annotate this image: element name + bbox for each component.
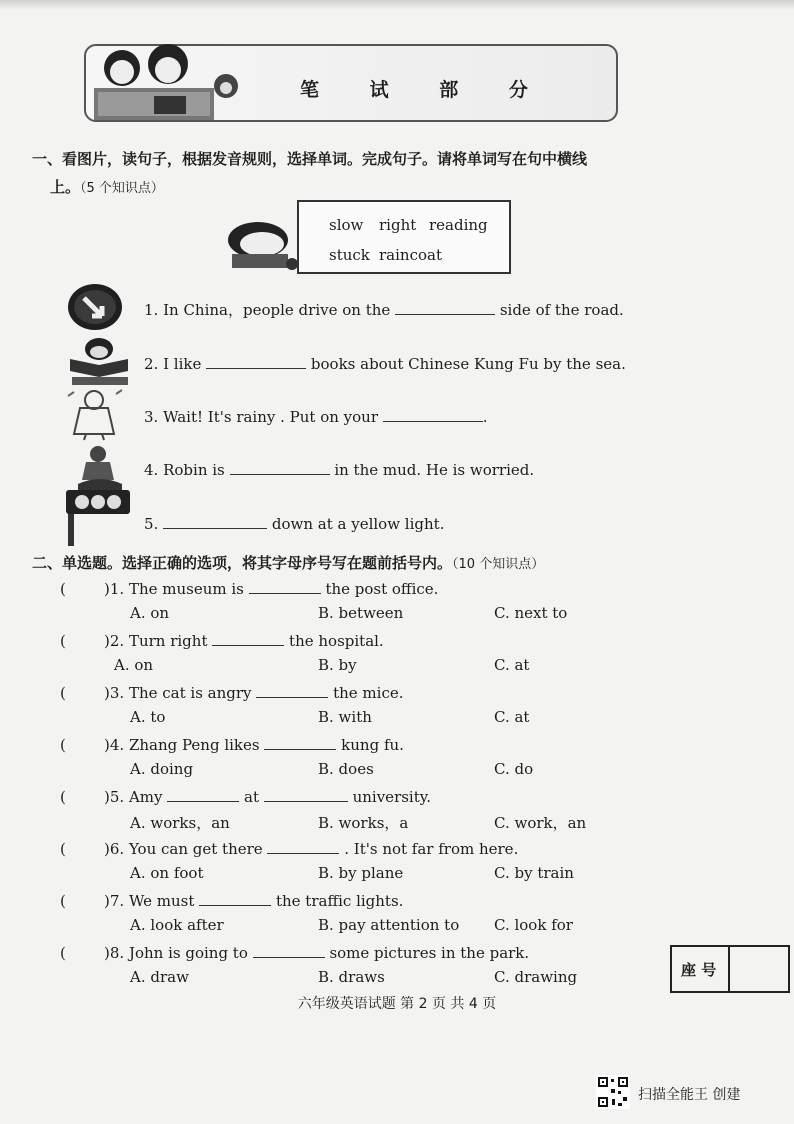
question-text: . It's not far from here. bbox=[344, 840, 519, 858]
answer-parenthesis[interactable]: ( bbox=[60, 632, 66, 650]
question-text: Robin is bbox=[163, 461, 225, 479]
choice-question bbox=[60, 838, 518, 858]
answer-option[interactable]: A. doing bbox=[130, 760, 194, 778]
answer-option[interactable]: A. draw bbox=[130, 968, 189, 986]
answer-option[interactable]: C. look for bbox=[494, 916, 573, 934]
answer-blank[interactable] bbox=[230, 459, 330, 475]
answer-blank[interactable] bbox=[199, 890, 271, 906]
question-text: some pictures in the park. bbox=[329, 944, 530, 962]
answer-blank[interactable] bbox=[212, 630, 284, 646]
book-reader-icon bbox=[66, 337, 132, 387]
answer-option[interactable]: C. at bbox=[494, 656, 530, 674]
scan-edge bbox=[0, 0, 794, 10]
word-bank-item: raincoat bbox=[379, 246, 442, 264]
question-number: )5. bbox=[104, 788, 125, 806]
answer-blank[interactable] bbox=[264, 786, 348, 802]
answer-parenthesis[interactable]: ( bbox=[60, 944, 66, 962]
answer-option[interactable]: B. does bbox=[318, 760, 374, 778]
answer-blank[interactable] bbox=[267, 838, 339, 854]
answer-option[interactable]: C. drawing bbox=[494, 968, 578, 986]
seat-number-box bbox=[670, 945, 790, 993]
section1-heading-cont bbox=[50, 176, 164, 197]
question-number: )1. bbox=[104, 580, 125, 598]
section1-heading: 一、看图片，读句子，根据发音规则，选择单词。完成句子。请将单词写在句中横线 bbox=[32, 150, 588, 168]
section1-note: （5 个知识点） bbox=[80, 181, 164, 196]
word-bank-item: slow bbox=[329, 216, 364, 234]
choice-question bbox=[60, 734, 404, 754]
answer-blank[interactable] bbox=[395, 299, 495, 315]
answer-option[interactable]: C. by train bbox=[494, 864, 574, 882]
fill-question bbox=[144, 299, 624, 320]
fill-question bbox=[144, 459, 534, 479]
question-text: The museum is bbox=[128, 580, 244, 598]
answer-blank[interactable] bbox=[383, 406, 483, 422]
question-text: at bbox=[244, 788, 260, 806]
answer-blank[interactable] bbox=[253, 942, 325, 958]
answer-option[interactable]: B. pay attention to bbox=[318, 916, 460, 934]
question-number: 3. bbox=[144, 408, 159, 426]
children-banner-icon bbox=[76, 40, 246, 124]
question-text: the traffic lights. bbox=[275, 892, 404, 910]
question-number: 2. bbox=[144, 355, 159, 373]
word-bank bbox=[297, 200, 511, 274]
section1-heading-end: 上。 bbox=[50, 178, 81, 196]
answer-parenthesis[interactable]: ( bbox=[60, 736, 66, 754]
word-bank-item: right bbox=[379, 216, 417, 234]
answer-parenthesis[interactable]: ( bbox=[60, 892, 66, 910]
scanner-watermark: 扫描全能王 创建 bbox=[638, 1087, 741, 1103]
question-number: )3. bbox=[104, 684, 125, 702]
question-text: Zhang Peng likes bbox=[128, 736, 260, 754]
question-number: 1. bbox=[144, 301, 159, 319]
page-footer: 六年级英语试题 第 2 页 共 4 页 bbox=[297, 996, 497, 1012]
question-text: Wait! It's rainy . Put on your bbox=[163, 408, 379, 426]
question-text: You can get there bbox=[128, 840, 263, 858]
question-text: the post office. bbox=[325, 580, 439, 598]
question-number: )4. bbox=[104, 736, 125, 754]
raincoat-girl-icon bbox=[66, 388, 126, 442]
choice-question bbox=[60, 630, 384, 650]
answer-option[interactable]: A. on foot bbox=[130, 864, 204, 882]
question-number: )2. bbox=[104, 632, 125, 650]
answer-option[interactable]: B. works，a bbox=[318, 814, 409, 832]
word-bank-item: reading bbox=[429, 216, 488, 234]
question-text: Turn right bbox=[128, 632, 208, 650]
question-text: In China，people drive on the bbox=[163, 301, 391, 319]
choice-question bbox=[60, 786, 431, 806]
fill-question bbox=[144, 353, 626, 373]
answer-blank[interactable] bbox=[167, 786, 239, 802]
question-text: I like bbox=[163, 355, 202, 373]
choice-question bbox=[60, 890, 403, 910]
question-text: . bbox=[482, 408, 488, 426]
answer-option[interactable]: A. look after bbox=[130, 916, 224, 934]
answer-parenthesis[interactable]: ( bbox=[60, 580, 66, 598]
qr-code-icon bbox=[596, 1075, 630, 1109]
answer-option[interactable]: B. by plane bbox=[318, 864, 404, 882]
question-number: )7. bbox=[104, 892, 125, 910]
question-number: )8. bbox=[104, 944, 125, 962]
answer-option[interactable]: A. works，an bbox=[130, 814, 230, 832]
answer-blank[interactable] bbox=[256, 682, 328, 698]
boy-reading-icon bbox=[212, 214, 300, 274]
answer-option[interactable]: C. work，an bbox=[494, 814, 587, 832]
question-text: We must bbox=[128, 892, 195, 910]
answer-option[interactable]: B. draws bbox=[318, 968, 385, 986]
section2-note: （10 个知识点） bbox=[452, 557, 545, 572]
question-text: university. bbox=[352, 788, 432, 806]
answer-parenthesis[interactable]: ( bbox=[60, 684, 66, 702]
choice-question bbox=[60, 682, 404, 702]
seat-label: 座 号 bbox=[681, 961, 717, 979]
question-number: 4. bbox=[144, 461, 159, 479]
answer-parenthesis[interactable]: ( bbox=[60, 788, 66, 806]
question-number: )6. bbox=[104, 840, 125, 858]
answer-parenthesis[interactable]: ( bbox=[60, 840, 66, 858]
answer-blank[interactable] bbox=[249, 578, 321, 594]
section2-heading-text: 二、单选题。选择正确的选项，将其字母序号写在题前括号内。 bbox=[32, 554, 453, 572]
question-text: John is going to bbox=[128, 944, 248, 962]
question-text: the mice. bbox=[333, 684, 404, 702]
traffic-light-icon bbox=[60, 478, 134, 546]
answer-option[interactable]: A. on bbox=[130, 604, 170, 622]
fill-question bbox=[144, 406, 488, 426]
answer-option[interactable]: B. between bbox=[318, 604, 404, 622]
question-number: 5. bbox=[144, 515, 159, 533]
question-text: The cat is angry bbox=[128, 684, 252, 702]
answer-blank[interactable] bbox=[206, 353, 306, 369]
question-text: down at a yellow light. bbox=[271, 515, 445, 533]
word-bank-item: stuck bbox=[329, 246, 370, 264]
answer-option[interactable]: C. do bbox=[494, 760, 534, 778]
fill-question bbox=[144, 513, 444, 533]
question-text: the hospital. bbox=[289, 632, 384, 650]
answer-blank[interactable] bbox=[264, 734, 336, 750]
answer-option[interactable]: B. with bbox=[318, 708, 372, 726]
question-text: books about Chinese Kung Fu by the sea. bbox=[310, 355, 626, 373]
arrow-sign-icon bbox=[66, 282, 124, 332]
choice-question bbox=[60, 578, 438, 598]
seat-number-field[interactable] bbox=[732, 949, 786, 989]
question-text: side of the road. bbox=[499, 301, 624, 319]
answer-blank[interactable] bbox=[163, 513, 267, 529]
question-text: in the mud. He is worried. bbox=[334, 461, 535, 479]
choice-question bbox=[60, 942, 529, 962]
seat-divider bbox=[728, 947, 730, 991]
question-text: Amy bbox=[128, 788, 163, 806]
section2-heading bbox=[32, 552, 544, 573]
answer-option[interactable]: A. to bbox=[130, 708, 166, 726]
question-text: kung fu. bbox=[341, 736, 404, 754]
answer-option[interactable]: B. by bbox=[318, 656, 357, 674]
answer-option[interactable]: C. next to bbox=[494, 604, 568, 622]
banner-title: 笔 试 部 分 bbox=[300, 79, 550, 101]
answer-option[interactable]: C. at bbox=[494, 708, 530, 726]
answer-option[interactable]: A. on bbox=[114, 656, 154, 674]
